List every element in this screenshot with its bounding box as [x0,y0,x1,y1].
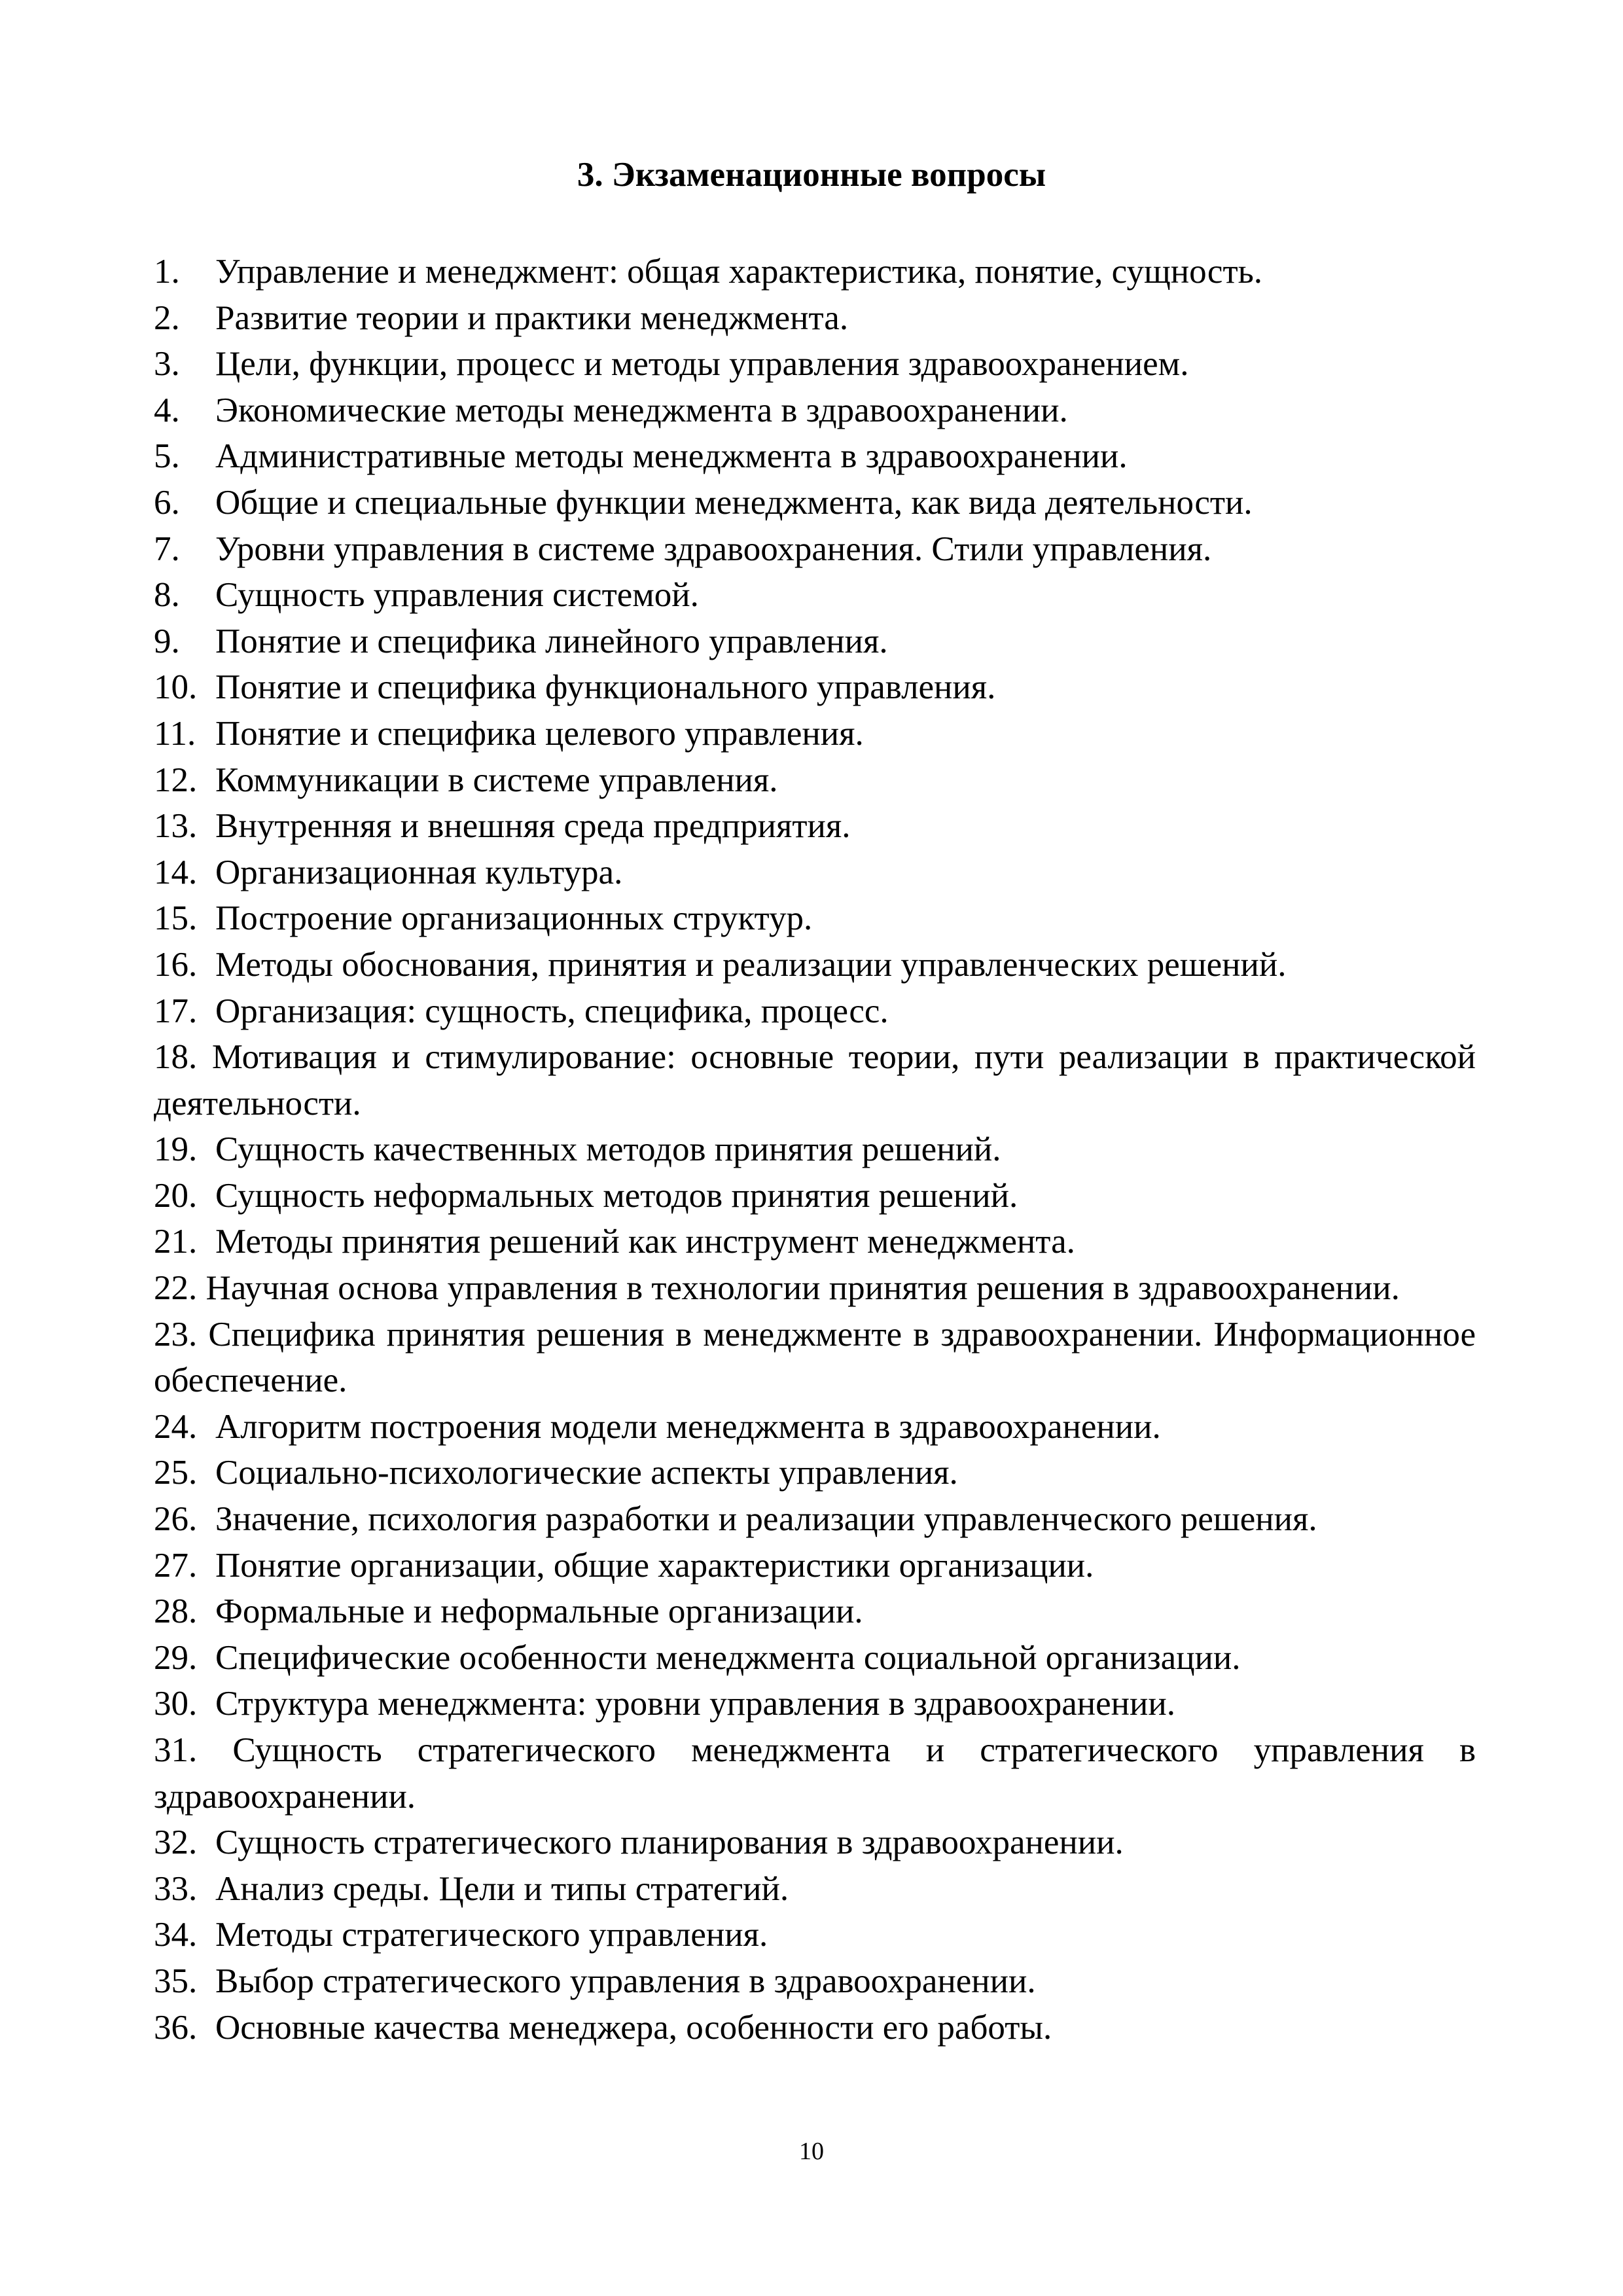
question-text: Методы обоснования, принятия и реализации управленческих решений. [215,945,1287,984]
question-item [154,1404,1476,1450]
question-number: 18. [154,1038,198,1077]
question-item [154,387,1476,434]
question-item [154,942,1476,988]
question-item [154,1543,1476,1589]
question-item [154,619,1476,665]
question-item [154,433,1476,480]
question-text: Сущность стратегического планирования в здравоохранении. [215,1823,1124,1862]
question-number: 34. [154,1916,198,1954]
question-text: Сущность стратегического менеджмента и стратегического управления в здравоохранении. [154,1731,1476,1816]
question-item [154,1635,1476,1681]
question-text: Понятие и специфика целевого управления. [215,714,864,753]
question-number: 26. [154,1500,198,1539]
question-text: Основные качества менеджера, особенности его работы. [215,2008,1052,2047]
question-number: 15. [154,899,198,938]
question-item [154,526,1476,573]
question-text: Выбор стратегического управления в здравоохранении. [215,1962,1036,2000]
question-text: Управление и менеджмент: общая характеристика, понятие, сущность. [215,253,1263,291]
question-item [154,1265,1476,1312]
question-item [154,1034,1476,1126]
question-text: Специфические особенности менеджмента социальной организации. [215,1638,1241,1677]
question-number: 11. [154,714,196,753]
question-text: Сущность качественных методов принятия решений. [215,1130,1001,1169]
question-item [154,1450,1476,1496]
question-number: 6. [154,483,180,522]
question-number: 9. [154,622,180,660]
question-number: 24. [154,1407,198,1446]
question-item [154,572,1476,619]
question-text: Сущность управления системой. [215,576,699,615]
question-item [154,1126,1476,1173]
question-text: Понятие и специфика линейного управления. [215,622,888,660]
question-item [154,757,1476,804]
page-number: 10 [799,2138,824,2165]
question-item [154,1219,1476,1265]
question-text: Административные методы менеджмента в здравоохранении. [215,437,1128,476]
question-number: 25. [154,1454,198,1492]
question-text: Развитие теории и практики менеджмента. [215,298,849,337]
question-item [154,1912,1476,1958]
question-item [154,1496,1476,1543]
question-number: 7. [154,529,180,568]
question-text: Понятие организации, общие характеристики организации. [215,1546,1094,1585]
question-number: 32. [154,1823,198,1862]
question-number: 14. [154,853,198,891]
question-number: 30. [154,1685,198,1723]
question-item [154,341,1476,387]
question-number: 4. [154,391,180,429]
question-number: 29. [154,1638,198,1677]
question-item [154,1958,1476,2005]
question-text: Организация: сущность, специфика, процесс. [215,992,889,1030]
exam-questions-list [154,249,1476,2051]
question-text: Экономические методы менеджмента в здравоохранении. [215,391,1068,429]
question-number: 8. [154,576,180,615]
question-text: Цели, функции, процесс и методы управления здравоохранением. [215,345,1189,384]
question-number: 28. [154,1592,198,1631]
question-text: Специфика принятия решения в менеджменте в здравоохранении. Информационное обеспечение. [154,1315,1476,1400]
question-number: 23. [154,1315,198,1354]
question-item [154,1866,1476,1912]
question-number: 33. [154,1869,198,1908]
question-text: Построение организационных структур. [215,899,813,938]
question-item [154,1588,1476,1635]
question-number: 3. [154,345,180,384]
question-item [154,664,1476,711]
question-item [154,480,1476,526]
question-text: Структура менеджмента: уровни управления в здравоохранении. [215,1685,1175,1723]
question-number: 31. [154,1731,198,1769]
question-number: 5. [154,437,180,476]
question-number: 2. [154,298,180,337]
question-item [154,2005,1476,2051]
question-number: 12. [154,761,198,799]
question-item [154,1173,1476,1219]
question-text: Значение, психология разработки и реализации управленческого решения. [215,1500,1317,1539]
question-text: Сущность неформальных методов принятия решений. [215,1176,1018,1215]
question-item [154,1727,1476,1820]
question-text: Понятие и специфика функционального управления. [215,668,996,707]
question-number: 1. [154,253,180,291]
question-item [154,803,1476,850]
question-text: Общие и специальные функции менеджмента, как вида деятельности. [215,483,1253,522]
question-text: Коммуникации в системе управления. [215,761,778,799]
question-number: 20. [154,1176,198,1215]
question-number: 21. [154,1223,198,1261]
question-text: Научная основа управления в технологии принятия решения в здравоохранении. [205,1269,1400,1308]
question-number: 16. [154,945,198,984]
question-text: Мотивация и стимулирование: основные теории, пути реализации в практической деятельности. [154,1038,1476,1122]
question-text: Методы принятия решений как инструмент менеджмента. [215,1223,1075,1261]
question-item [154,1681,1476,1727]
question-item [154,711,1476,757]
question-item [154,249,1476,295]
question-number: 13. [154,807,198,846]
question-text: Формальные и неформальные организации. [215,1592,863,1631]
question-item [154,988,1476,1035]
question-text: Методы стратегического управления. [215,1916,768,1954]
question-item [154,295,1476,342]
question-number: 17. [154,992,198,1030]
question-number: 19. [154,1130,198,1169]
question-item [154,850,1476,896]
question-text: Организационная культура. [215,853,623,891]
section-title: 3. Экзаменационные вопросы [577,156,1046,194]
question-number: 35. [154,1962,198,2000]
question-number: 22. [154,1269,198,1308]
question-text: Уровни управления в системе здравоохранения. Стили управления. [215,529,1212,568]
question-text: Внутренняя и внешняя среда предприятия. [215,807,851,846]
question-number: 36. [154,2008,198,2047]
question-number: 27. [154,1546,198,1585]
question-text: Социально-психологические аспекты управления. [215,1454,958,1492]
question-item [154,1820,1476,1866]
question-number: 10. [154,668,198,707]
question-text: Анализ среды. Цели и типы стратегий. [215,1869,789,1908]
question-text: Алгоритм построения модели менеджмента в здравоохранении. [215,1407,1161,1446]
question-item [154,895,1476,942]
question-item [154,1312,1476,1404]
